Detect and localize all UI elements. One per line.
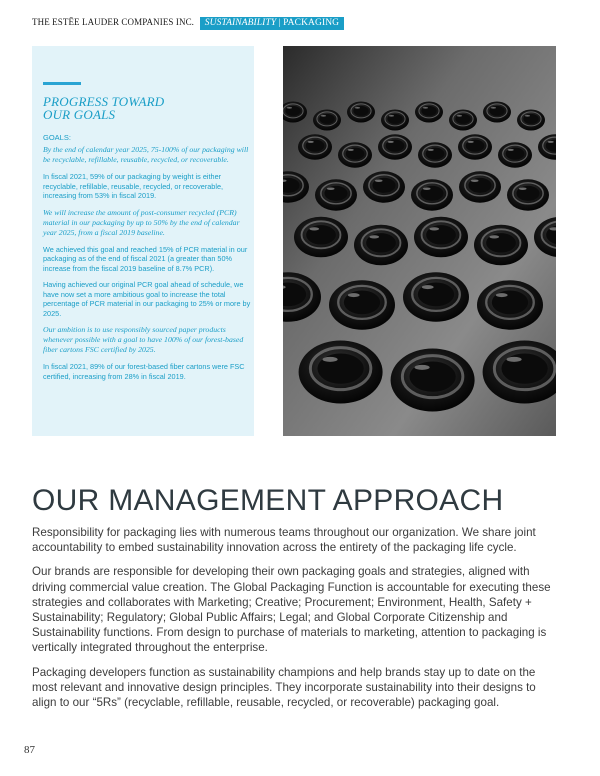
goal-progress: In fiscal 2021, 89% of our forest-based fiber cartons were FSC certified, increasing from 28% in fiscal 2019. (43, 362, 245, 381)
goal-progress: We achieved this goal and reached 15% of PCR material in our packaging as of the end of fiscal 2021 (a greater than 50% increase from the fiscal 2019 baseline of 8.7% PCR). (43, 244, 248, 273)
goals-sidebar (32, 46, 254, 436)
cap-highlight (429, 227, 439, 230)
goal-statement: By the end of calendar year 2025, 75-100% of our packaging will be recyclable, refillable, reusable, recycled, or recoverable. (43, 145, 249, 164)
goal-statement: Our ambition is to use responsibly sourced paper products whenever possible with a goal to have 100% of our forest-based fiber cartons FSC certified by 2025. (43, 325, 244, 354)
goals-label: GOALS: (43, 133, 71, 142)
page-header (32, 17, 344, 30)
packaging-caps-photo (283, 46, 556, 436)
cap-highlight (548, 141, 554, 143)
cap-highlight (457, 115, 462, 117)
cap-highlight (428, 149, 434, 151)
accent-rule (43, 82, 81, 85)
cap-highlight (496, 293, 508, 297)
cap-highlight (369, 235, 379, 238)
cap-highlight (468, 141, 474, 143)
cap-highlight (348, 293, 360, 297)
body-paragraph: Packaging developers function as sustainability champions and help brands stay up to date on the most relevant and innovative design principles. They incorporate sustainability into their designs to align to our “5Rs” (recyclable, refillable, reusable, recycled, or recoverable) packaging goal. (32, 665, 536, 710)
goal-progress: Having achieved our original PCR goal ahead of schedule, we have now set a more ambitious goal to increase the total percentage of PCR material in our packaging to 25% or more by 2025. (43, 280, 251, 318)
cap-highlight (423, 187, 431, 190)
cap-highlight (308, 141, 314, 143)
cap-highlight (355, 107, 360, 109)
sidebar-title-line1: PROGRESS TOWARD (43, 94, 165, 109)
cap-highlight (389, 115, 394, 117)
goal-statement: We will increase the amount of post-consumer recycled (PCR) material in our packaging by up to 50% by the end of calendar year 2025, from a fiscal 2019 baseline. (43, 207, 240, 237)
body-text (32, 525, 562, 719)
cap-highlight (519, 187, 527, 190)
cap-highlight (348, 149, 354, 151)
cap-highlight (323, 357, 338, 362)
body-paragraph: Responsibility for packaging lies with numerous teams throughout our organization. We share joint accountability to embed sustainability innovation across the entirety of the packaging life cycle. (32, 526, 536, 555)
cap-highlight (422, 285, 434, 289)
cap-highlight (388, 141, 394, 143)
cap-highlight (321, 115, 326, 117)
cap-highlight (507, 357, 522, 362)
sidebar-content (43, 133, 251, 388)
cap-highlight (423, 107, 428, 109)
sidebar-title (43, 95, 248, 121)
cap-highlight (491, 107, 496, 109)
page-number: 87 (24, 744, 35, 756)
cap-highlight (309, 227, 319, 230)
body-paragraph: Our brands are responsible for developing their own packaging goals and strategies, aligned with driving commercial value creation. The Global Packaging Function is accountable for executing these strategies and collaborates with Marketing; Creative; Procurement; Environment, Health, Safety + Sustainability; Regulatory; Global Public Affairs; Legal; and Global Corporate Citizenship and Sustainability functions. From design to purchase of materials to marketing, attention to packaging is vertically integrated throughout the enterprise. (32, 565, 551, 655)
section-separator: | (276, 18, 284, 28)
section-heading: OUR MANAGEMENT APPROACH (32, 484, 504, 517)
cap-highlight (489, 235, 499, 238)
cap-highlight (525, 115, 530, 117)
company-name: THE ESTĒE LAUDER COMPANIES INC. (32, 17, 195, 27)
section-label: SUSTAINABILITY (204, 18, 277, 28)
cap-highlight (287, 107, 292, 109)
section-bar (200, 17, 344, 30)
cap-highlight (327, 187, 335, 190)
goal-progress: In fiscal 2021, 59% of our packaging by weight is either recyclable, refillable, reusable, recycled, or recoverable, increasing from 53% in fiscal 2019. (43, 172, 224, 200)
sidebar-title-line2: OUR GOALS (43, 107, 116, 122)
subsection-label: PACKAGING (283, 18, 340, 28)
cap-highlight (375, 179, 383, 182)
cap-highlight (508, 149, 514, 151)
caps-illustration (283, 46, 556, 436)
cap-highlight (415, 365, 430, 370)
cap-highlight (471, 179, 479, 182)
